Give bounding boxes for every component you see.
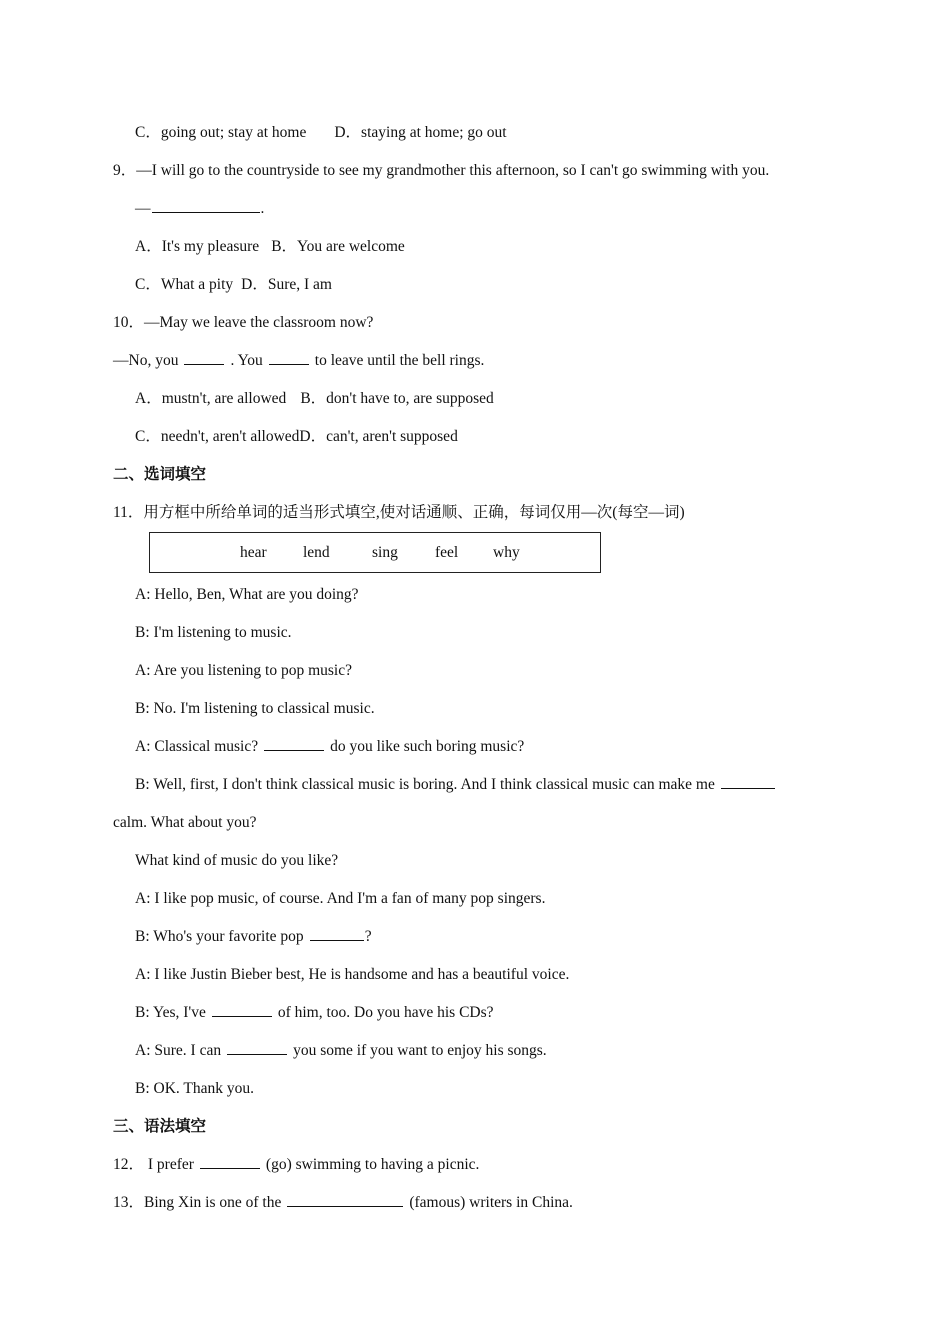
q12-text-a: 12． I prefer: [113, 1156, 194, 1173]
q8-option-c: C．going out; stay at home: [135, 124, 307, 141]
q10-text-c: to leave until the bell rings.: [314, 352, 485, 369]
dialogue-line: B: No. I'm listening to classical music.: [135, 700, 375, 717]
dialogue-line: What kind of music do you like?: [135, 852, 339, 869]
q12: [113, 1153, 479, 1177]
q8-options-cd: [135, 121, 507, 145]
q10-option-c: C．needn't, aren't allowed: [135, 428, 300, 445]
q8-option-d: D．staying at home; go out: [334, 124, 507, 141]
dialogue-line: calm. What about you?: [113, 814, 257, 831]
blank-why[interactable]: [264, 735, 324, 751]
blank-hear[interactable]: [212, 1001, 272, 1017]
q13-text-b: (famous) writers in China.: [409, 1194, 573, 1211]
q10-stem: 10．—May we leave the classroom now?: [113, 314, 374, 331]
q9-options-ab: [135, 235, 405, 259]
dialogue-line: A: I like pop music, of course. And I'm a fan of many pop singers.: [135, 890, 546, 907]
q10-option-b: B．don't have to, are supposed: [300, 390, 494, 407]
blank-sing[interactable]: [310, 925, 364, 941]
dialogue-text: of him, too. Do you have his CDs?: [277, 1004, 494, 1021]
dialogue-line: B: I'm listening to music.: [135, 624, 292, 641]
q10-text-b: . You: [230, 352, 263, 369]
q12-text-b: (go) swimming to having a picnic.: [265, 1156, 480, 1173]
section-heading-word-fill: 二、选词填空: [113, 466, 207, 483]
q9-reply-prefix: —: [135, 200, 151, 217]
q9-option-b: B．You are welcome: [271, 238, 405, 255]
q9-reply: [135, 197, 264, 221]
dialogue-text: A: Sure. I can: [135, 1042, 222, 1059]
q13-text-a: 13．Bing Xin is one of the: [113, 1194, 282, 1211]
dialogue-line: [135, 735, 524, 759]
dialogue-line: B: OK. Thank you.: [135, 1080, 254, 1097]
word-box-item: hear: [240, 544, 267, 561]
dialogue-text: A: Classical music?: [135, 738, 259, 755]
dialogue-text: B: Who's your favorite pop: [135, 928, 304, 945]
word-box: [149, 532, 601, 573]
word-box-item: lend: [303, 544, 330, 561]
blank-feel[interactable]: [721, 773, 775, 789]
q9-option-c: C．What a pity: [135, 276, 234, 293]
dialogue-line: [135, 1001, 494, 1025]
q13: [113, 1191, 573, 1215]
q9-options-cd: [135, 273, 332, 297]
q10-option-a: A．mustn't, are allowed: [135, 390, 287, 407]
q10-option-d: D．can't, aren't supposed: [299, 428, 458, 445]
dialogue-text: B: Well, first, I don't think classical music is boring. And I think classical music can make me: [135, 776, 715, 793]
q10-line2: [113, 349, 484, 373]
q9-answer-blank[interactable]: [152, 197, 260, 213]
q13-blank[interactable]: [287, 1191, 403, 1207]
dialogue-text: ?: [364, 928, 372, 945]
word-box-item: why: [493, 544, 520, 561]
dialogue-line: A: I like Justin Bieber best, He is handsome and has a beautiful voice.: [135, 966, 570, 983]
q9-reply-suffix: .: [260, 200, 265, 217]
q9-option-a: A．It's my pleasure: [135, 238, 260, 255]
q10-options-ab: [135, 387, 494, 411]
q11-stem: 11．用方框中所给单词的适当形式填空,使对话通顺、正确，每词仅用—次(每空—词): [113, 504, 685, 521]
dialogue-line: A: Hello, Ben, What are you doing?: [135, 586, 359, 603]
dialogue-line: A: Are you listening to pop music?: [135, 662, 352, 679]
q9-stem: 9．—I will go to the countryside to see my grandmother this afternoon, so I can't go swimming with you.: [113, 162, 770, 179]
blank-lend[interactable]: [227, 1039, 287, 1055]
q10-blank-1[interactable]: [184, 349, 224, 365]
dialogue-line: [135, 773, 775, 797]
dialogue-text: do you like such boring music?: [330, 738, 525, 755]
q10-options-cd: [135, 425, 458, 449]
q10-text-a: —No, you: [113, 352, 179, 369]
dialogue-text: you some if you want to enjoy his songs.: [293, 1042, 547, 1059]
q12-blank[interactable]: [200, 1153, 260, 1169]
q9-option-d: D．Sure, I am: [241, 276, 332, 293]
word-box-item: sing: [372, 544, 398, 561]
dialogue-text: B: Yes, I've: [135, 1004, 206, 1021]
word-box-item: feel: [435, 544, 459, 561]
dialogue-line: [135, 925, 372, 949]
section-heading-grammar-fill: 三、语法填空: [113, 1118, 207, 1135]
q10-blank-2[interactable]: [269, 349, 309, 365]
dialogue-line: [135, 1039, 547, 1063]
